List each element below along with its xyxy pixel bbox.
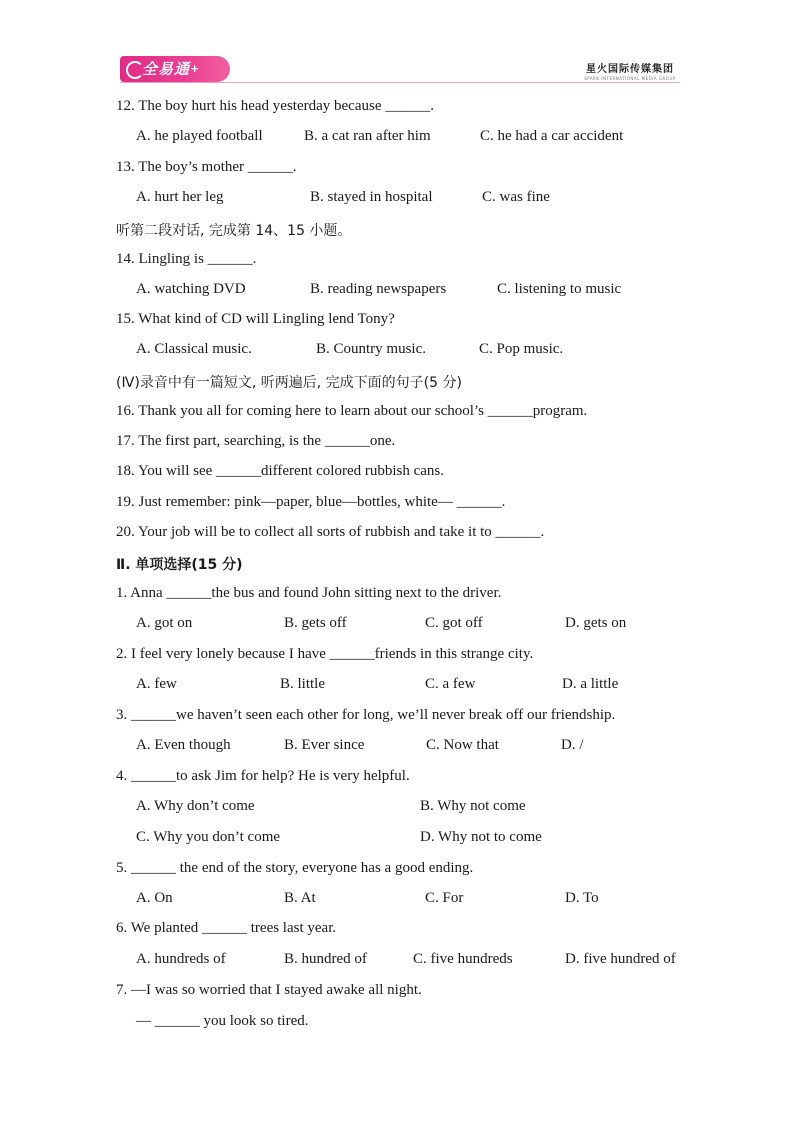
mc3-option-b: B. Ever since [284, 737, 365, 753]
mc1-option-d: D. gets on [565, 615, 627, 631]
mc3-option-d: D. / [561, 737, 584, 753]
mc-question-7: 7. —I was so worried that I stayed awake all night. [116, 982, 422, 998]
question-15: 15. What kind of CD will Lingling lend Tony? [116, 311, 395, 327]
mc-question-3: 3. ______we haven’t seen each other for long, we’ll never break off our friendship. [116, 707, 616, 723]
page-header [0, 0, 800, 90]
q14-option-c: C. listening to music [497, 281, 622, 297]
q12-option-b: B. a cat ran after him [304, 128, 431, 144]
mc5-option-c: C. For [425, 890, 464, 906]
mc3-option-c: C. Now that [426, 737, 499, 753]
mc-question-2: 2. I feel very lonely because I have ______friends in this strange city. [116, 646, 534, 662]
q12-option-c: C. he had a car accident [480, 128, 624, 144]
question-16: 16. Thank you all for coming here to learn about our school’s ______program. [116, 403, 588, 419]
mc5-option-b: B. At [284, 890, 316, 906]
mc1-option-c: C. got off [425, 615, 483, 631]
q15-option-b: B. Country music. [316, 341, 427, 357]
mc2-option-d: D. a little [562, 676, 619, 692]
q12-option-a: A. he played football [136, 128, 263, 144]
q13-option-c: C. was fine [482, 189, 550, 205]
logo-text: 全易通 [142, 60, 191, 78]
mc7-reply: — ______ you look so tired. [136, 1013, 309, 1029]
question-13: 13. The boy’s mother ______. [116, 159, 297, 175]
mc6-option-b: B. hundred of [284, 951, 367, 967]
q14-option-a: A. watching DVD [136, 281, 246, 297]
mc-question-5: 5. ______ the end of the story, everyone has a good ending. [116, 860, 474, 876]
mc-question-6: 6. We planted ______ trees last year. [116, 920, 337, 936]
q15-option-a: A. Classical music. [136, 341, 252, 357]
question-18: 18. You will see ______different colored rubbish cans. [116, 463, 445, 479]
mc5-option-a: A. On [136, 890, 173, 906]
mc1-option-b: B. gets off [284, 615, 347, 631]
mc6-option-a: A. hundreds of [136, 951, 226, 967]
publisher-name: 星火国际传媒集团 [586, 64, 674, 75]
q14-option-b: B. reading newspapers [310, 281, 447, 297]
mc4-option-a: A. Why don’t come [136, 798, 255, 814]
q15-option-c: C. Pop music. [479, 341, 564, 357]
mc2-option-c: C. a few [425, 676, 476, 692]
question-12: 12. The boy hurt his head yesterday because ______. [116, 98, 434, 114]
mc1-option-a: A. got on [136, 615, 193, 631]
logo-swirl-icon [126, 61, 144, 79]
section-iv-instruction: (Ⅳ)录音中有一篇短文, 听两遍后, 完成下面的句子(5 分) [116, 375, 462, 391]
publisher [580, 60, 680, 81]
mc2-option-a: A. few [136, 676, 177, 692]
question-17: 17. The first part, searching, is the ______one. [116, 433, 396, 449]
q13-option-a: A. hurt her leg [136, 189, 224, 205]
section-ii-heading: Ⅱ. 单项选择(15 分) [116, 557, 243, 573]
q13-option-b: B. stayed in hospital [310, 189, 433, 205]
mc5-option-d: D. To [565, 890, 599, 906]
section-dialog-2-instruction: 听第二段对话, 完成第 14、15 小题。 [116, 223, 352, 239]
question-19: 19. Just remember: pink—paper, blue—bottles, white— ______. [116, 494, 506, 510]
header-divider [120, 82, 680, 83]
mc4-option-c: C. Why you don’t come [136, 829, 281, 845]
mc4-option-d: D. Why not to come [420, 829, 542, 845]
brand-logo [120, 56, 230, 82]
mc-question-1: 1. Anna ______the bus and found John sitting next to the driver. [116, 585, 502, 601]
publisher-subtitle: SPARK INTERNATIONAL MEDIA GROUP [584, 76, 676, 81]
question-20: 20. Your job will be to collect all sorts of rubbish and take it to ______. [116, 524, 545, 540]
mc-question-4: 4. ______to ask Jim for help? He is very helpful. [116, 768, 410, 784]
mc6-option-d: D. five hundred of [565, 951, 676, 967]
mc6-option-c: C. five hundreds [413, 951, 513, 967]
question-14: 14. Lingling is ______. [116, 251, 257, 267]
mc3-option-a: A. Even though [136, 737, 231, 753]
mc2-option-b: B. little [280, 676, 325, 692]
mc4-option-b: B. Why not come [420, 798, 526, 814]
logo-plus: + [190, 62, 201, 75]
